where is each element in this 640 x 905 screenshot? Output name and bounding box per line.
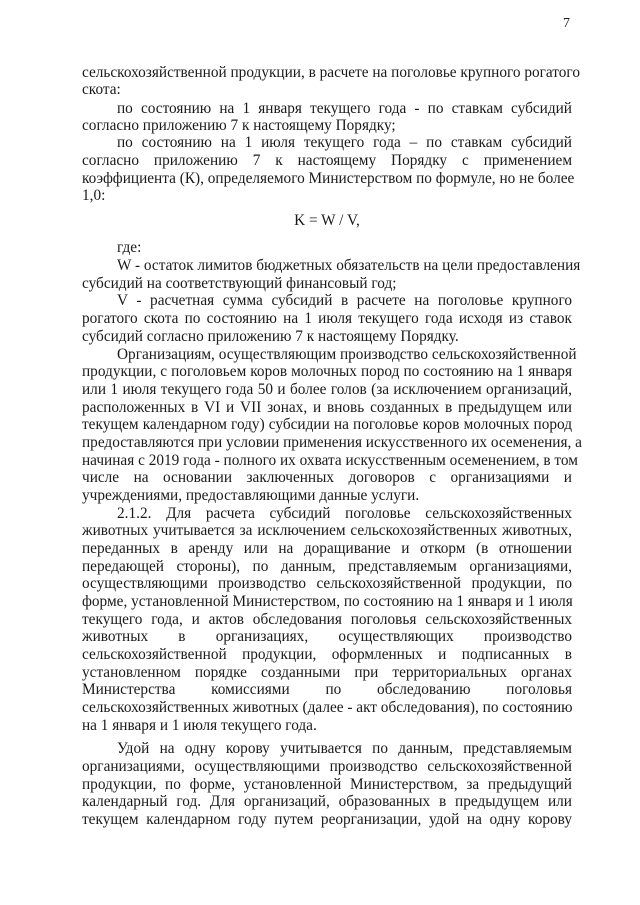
text-line: календарный год. Для организаций, образованных в предыдущем или: [82, 793, 572, 810]
text-line: форме, установленной Министерством, по состоянию на 1 января и 1 июля: [82, 593, 573, 610]
text-line: переданных в аренду или на доращивание и откорм (в отношении: [82, 540, 572, 557]
text-line: животных в организациях, осуществляющих производство: [82, 628, 572, 645]
text-line: осуществляющими производство сельскохозяйственной продукции, по: [82, 575, 572, 592]
text-line: Министерства комиссиями по обследованию поголовья: [82, 681, 572, 698]
text-line: текущем календарном году) субсидии на поголовье коров молочных пород: [82, 416, 572, 433]
text-line: или 1 июля текущего года 50 и более голов (за исключением организаций,: [82, 381, 572, 398]
text-line: продукции, по форме, установленной Министерством, за предыдущий: [82, 776, 572, 793]
text-line: сельскохозяйственной продукции, в расчете на поголовье крупного рогатого: [82, 64, 580, 81]
text-line: 1,0:: [82, 187, 106, 204]
text-line: рогатого скота по состоянию на 1 июля текущего года исходя из ставок: [82, 310, 572, 327]
text-line: где:: [117, 239, 142, 256]
text-line: организациями, осуществляющими производство сельскохозяйственной: [82, 758, 572, 775]
text-line: начиная с 2019 года - полного их охвата искусственным осеменением, в том: [82, 452, 578, 469]
text-line: K = W / V,: [294, 212, 360, 229]
text-line: предоставляются при условии применения искусственного их осеменения, а: [82, 434, 582, 451]
text-line: по состоянию на 1 июля текущего года – по ставкам субсидий: [117, 134, 572, 151]
text-line: согласно приложению 7 к настоящему Порядку;: [82, 117, 396, 134]
text-line: субсидий на соответствующий финансовый год;: [82, 275, 397, 292]
text-line: по состоянию на 1 января текущего года - по ставкам субсидий: [117, 100, 572, 117]
text-line: животных учитывается за исключением сельскохозяйственных животных,: [82, 522, 572, 539]
text-line: W - остаток лимитов бюджетных обязательств на цели предоставления: [117, 257, 581, 274]
text-line: установленном порядке созданными при территориальных органах: [82, 664, 572, 681]
text-line: Удой на одну корову учитывается по данным, представляемым: [117, 740, 572, 757]
text-line: на 1 января и 1 июля текущего года.: [82, 717, 317, 734]
text-line: расположенных в VI и VII зонах, и вновь созданных в предыдущем или: [82, 399, 572, 416]
text-line: числе на основании заключенных договоров с организациями и: [82, 469, 572, 486]
text-line: текущем календарном году путем реорганизации, удой на одну корову: [82, 811, 572, 828]
text-line: сельскохозяйственных животных (далее - акт обследования), по состоянию: [82, 699, 573, 716]
text-line: сельскохозяйственной продукции, оформленных и подписанных в: [82, 646, 572, 663]
text-line: коэффициента (К), определяемого Министерством по формуле, но не более: [82, 170, 575, 187]
page-number: 7: [563, 16, 570, 31]
text-line: субсидий согласно приложению 7 к настоящему Порядку.: [82, 328, 459, 345]
text-line: Организациям, осуществляющим производство сельскохозяйственной: [117, 346, 577, 363]
text-line: передающей стороны), по данным, представляемым организациями,: [82, 558, 572, 575]
text-line: V - расчетная сумма субсидий в расчете на поголовье крупного: [117, 292, 572, 309]
text-line: продукции, с поголовьем коров молочных пород по состоянию на 1 января: [82, 363, 572, 380]
text-line: учреждениями, предоставляющими данные услуги.: [82, 487, 420, 504]
text-line: скота:: [82, 81, 121, 98]
text-line: согласно приложению 7 к настоящему Порядку с применением: [82, 152, 572, 169]
text-line: 2.1.2. Для расчета субсидий поголовье сельскохозяйственных: [117, 505, 572, 522]
text-line: текущего года, и актов обследования поголовья сельскохозяйственных: [82, 611, 572, 628]
